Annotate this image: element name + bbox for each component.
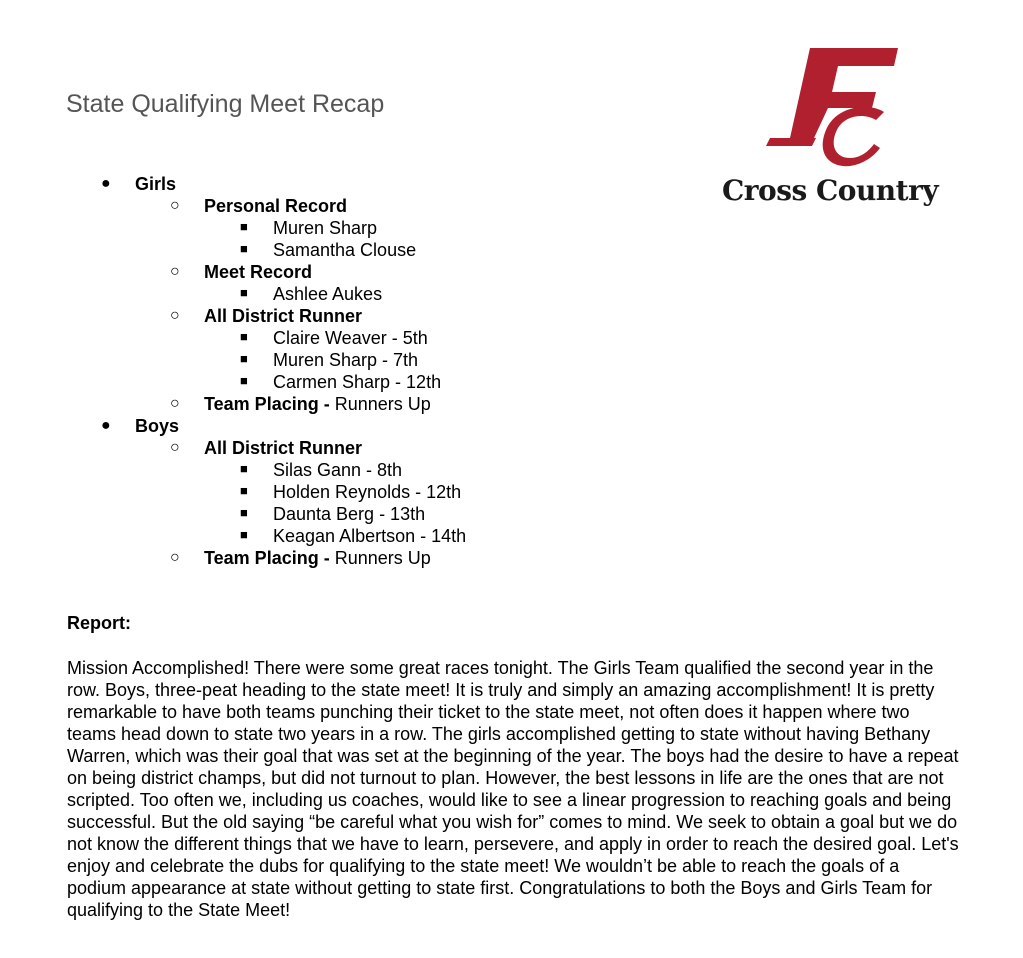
bullet-square: ■ xyxy=(240,329,248,344)
bullet-disc: ● xyxy=(101,417,111,434)
team-placing-label: Team Placing - xyxy=(204,394,330,414)
list-item: Claire Weaver - 5th xyxy=(273,328,428,348)
bullet-square: ■ xyxy=(240,483,248,498)
bullet-square: ■ xyxy=(240,373,248,388)
bullet-circle: ○ xyxy=(170,395,180,412)
girls-heading: Girls xyxy=(135,174,177,194)
logo-c-shape xyxy=(823,107,884,166)
list-item: Silas Gann - 8th xyxy=(273,460,403,480)
list-item: Keagan Albertson - 14th xyxy=(273,526,467,546)
bullet-square: ■ xyxy=(240,505,248,520)
boys-all-district-label: All District Runner xyxy=(204,438,363,458)
bullet-circle: ○ xyxy=(170,263,180,280)
bullet-square: ■ xyxy=(240,219,248,234)
girls-personal-record-label: Personal Record xyxy=(204,196,348,216)
list-item: Daunta Berg - 13th xyxy=(273,504,426,524)
team-placing-label: Team Placing - xyxy=(204,548,330,568)
list-item: Muren Sharp xyxy=(273,218,378,238)
bullet-circle: ○ xyxy=(170,439,180,456)
list-item: Carmen Sharp - 12th xyxy=(273,372,442,392)
report-body: Mission Accomplished! There were some great races tonight. The Girls Team qualified the second year in the row. Boys, three-peat heading to the state meet! It is truly and simply an amazing accomplishment! It is pretty remarkable to have both teams punching their ticket to the state meet, not often does it happen where two teams head down to state two years in a row. The girls accomplished getting to state without having Bethany Warren, which was their goal that was set at the beginning of the year. The boys had the desire to have a repeat on being district champs, but did not turnout to plan. However, the best lessons in life are the ones that are not scripted. Too often we, including us coaches, would like to see a linear progression to reaching goals and being successful. But the old saying “be careful what you wish for” comes to mind. We seek to obtain a goal but we do not know the different things that we have to learn, persevere, and apply in order to reach the desired goal. Let's enjoy and celebrate the dubs for qualifying to the state meet! We wouldn’t be able to reach the goals of a podium appearance at state without getting to state first. Congratulations to both the Boys and Girls Team for qualifying to the State Meet! xyxy=(67,658,959,920)
logo-text: Cross Country xyxy=(722,174,939,207)
page-title: State Qualifying Meet Recap xyxy=(66,90,385,118)
logo-f-shape xyxy=(790,48,898,138)
girls-team-placing xyxy=(204,393,431,415)
boys-team-placing xyxy=(204,547,431,569)
bullet-disc: ● xyxy=(101,175,111,192)
team-placing-value: Runners Up xyxy=(329,394,431,414)
list-item: Samantha Clouse xyxy=(273,240,417,260)
list-item: Ashlee Aukes xyxy=(273,284,383,304)
list-item: Holden Reynolds - 12th xyxy=(273,482,462,502)
bullet-square: ■ xyxy=(240,527,248,542)
bullet-circle: ○ xyxy=(170,307,180,324)
report-heading: Report: xyxy=(67,613,131,633)
girls-all-district-label: All District Runner xyxy=(204,306,363,326)
list-item: Muren Sharp - 7th xyxy=(273,350,419,370)
logo-f-base xyxy=(766,138,816,146)
bullet-square: ■ xyxy=(240,351,248,366)
bullet-circle: ○ xyxy=(170,549,180,566)
boys-heading: Boys xyxy=(135,416,180,436)
girls-meet-record-label: Meet Record xyxy=(204,262,313,282)
bullet-circle: ○ xyxy=(170,197,180,214)
bullet-square: ■ xyxy=(240,241,248,256)
bullet-square: ■ xyxy=(240,461,248,476)
bullet-square: ■ xyxy=(240,285,248,300)
team-placing-value: Runners Up xyxy=(329,548,431,568)
